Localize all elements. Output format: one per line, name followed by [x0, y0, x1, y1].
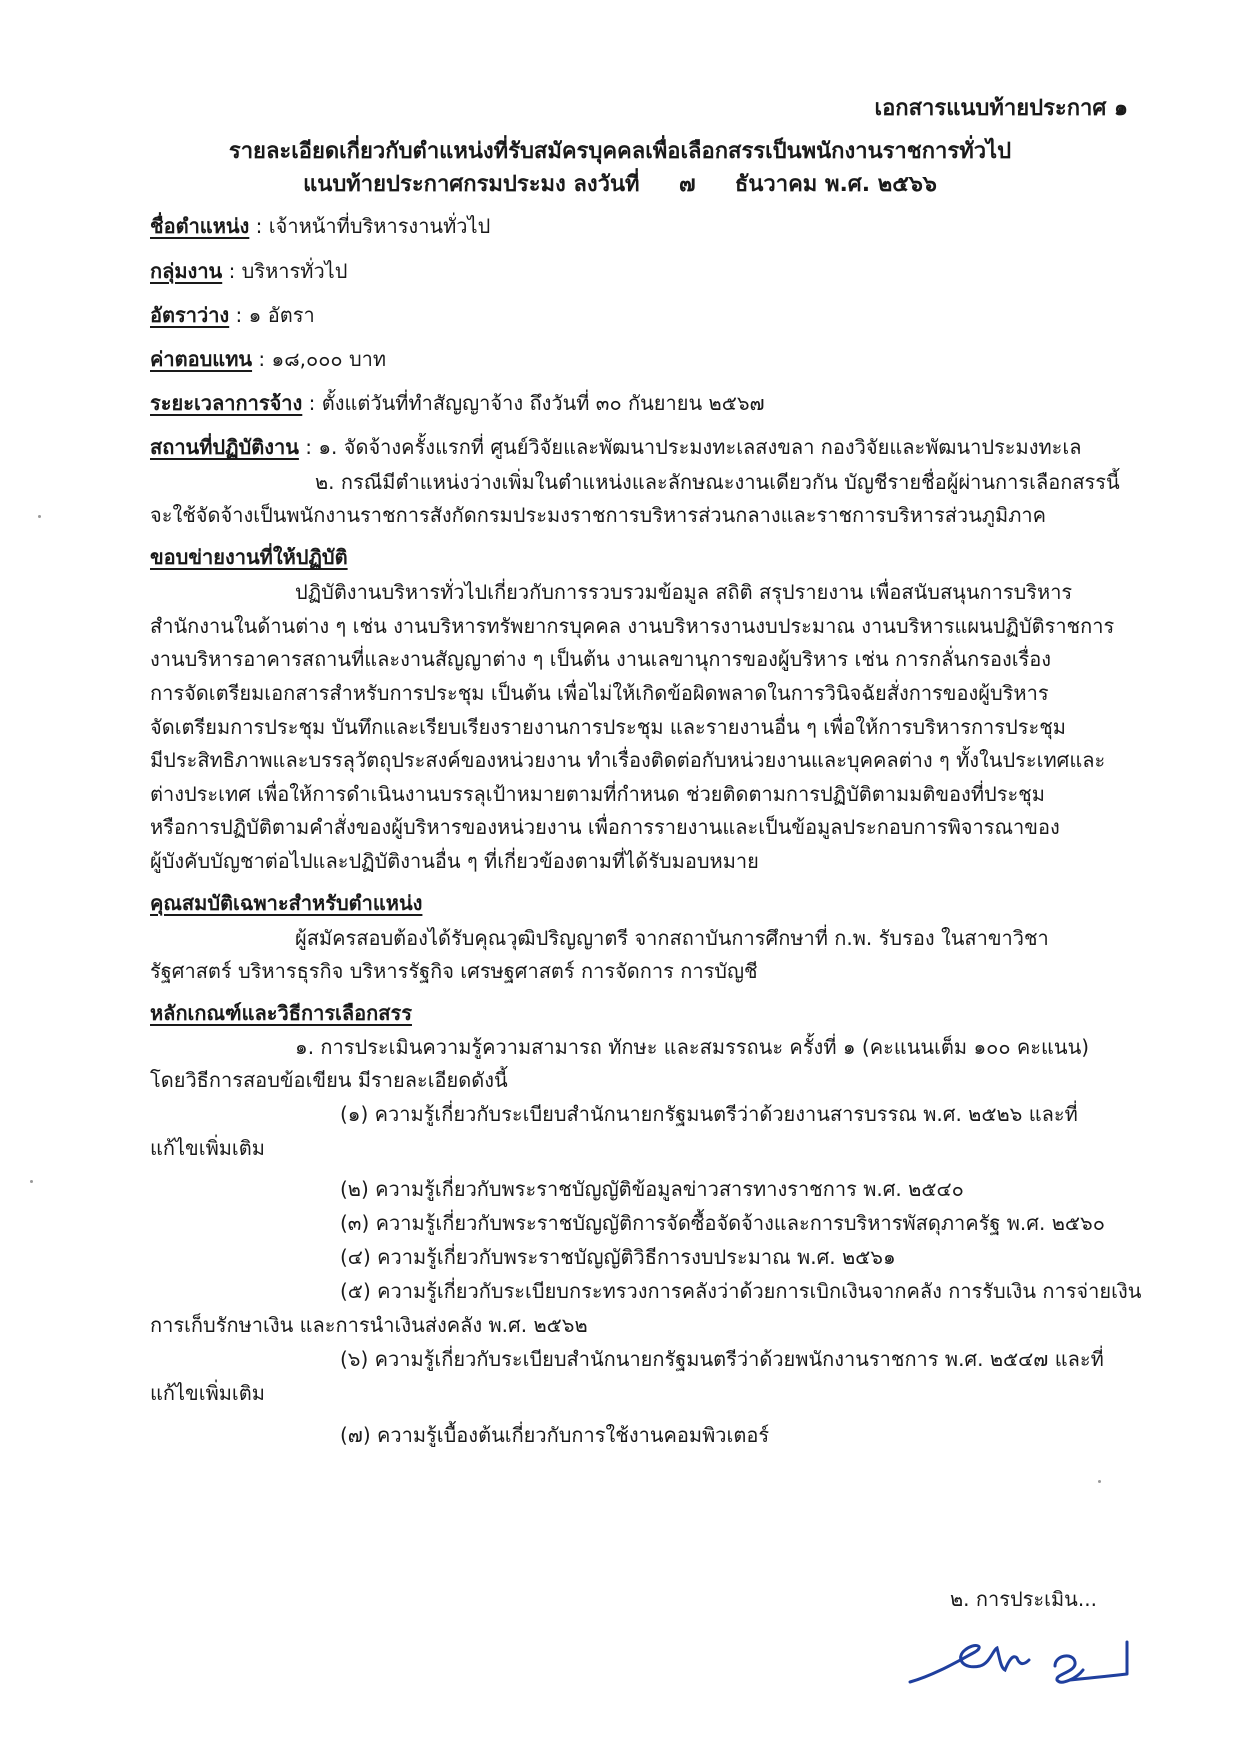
field-value: : ๑ อัตรา: [229, 303, 315, 327]
handwritten-day: ๗: [678, 172, 696, 197]
field-period: [150, 389, 765, 417]
field-label: ชื่อตำแหน่ง: [150, 214, 250, 238]
criteria-intro: โดยวิธีการสอบข้อเขียน มีรายละเอียดดังนี้: [150, 1068, 508, 1092]
criteria-item: แก้ไขเพิ่มเติม: [150, 1136, 265, 1160]
document-title: รายละเอียดเกี่ยวกับตำแหน่งที่รับสมัครบุคคลเพื่อเลือกสรรเป็นพนักงานราชการทั่วไป: [228, 139, 1012, 164]
field-workplace: [150, 433, 1082, 461]
criteria-item: แก้ไขเพิ่มเติม: [150, 1381, 265, 1405]
scope-line: ผู้บังคับบัญชาต่อไปและปฏิบัติงานอื่น ๆ ที่เกี่ยวข้องตามที่ได้รับมอบหมาย: [150, 849, 759, 873]
field-value: : ๑๘,๐๐๐ บาท: [252, 347, 387, 371]
document-subtitle: [0, 170, 1240, 200]
field-label: ระยะเวลาการจ้าง: [150, 391, 303, 415]
qualification-heading: คุณสมบัติเฉพาะสำหรับตำแหน่ง: [150, 891, 423, 915]
criteria-item: การเก็บรักษาเงิน และการนำเงินส่งคลัง พ.ศ. ๒๕๖๒: [150, 1313, 588, 1337]
criteria-intro: ๑. การประเมินความรู้ความสามารถ ทักษะ และสมรรถนะ ครั้งที่ ๑ (คะแนนเต็ม ๑๐๐ คะแนน): [295, 1035, 1090, 1059]
workplace-line-2: ๒. กรณีมีตำแหน่งว่างเพิ่มในตำแหน่งและลักษณะงานเดียวกัน บัญชีรายชื่อผู้ผ่านการเลือกสรรนี้: [315, 470, 1120, 494]
scope-line: ต่างประเทศ เพื่อให้การดำเนินงานบรรลุเป้าหมายตามที่กำหนด ช่วยติดตามการปฏิบัติตามมติของที่ประชุม: [150, 782, 1045, 806]
criteria-heading: หลักเกณฑ์และวิธีการเลือกสรร: [150, 1001, 412, 1025]
field-value: : บริหารทั่วไป: [222, 259, 348, 283]
continuation-note: ๒. การประเมิน...: [950, 1587, 1097, 1611]
criteria-item: (๗) ความรู้เบื้องต้นเกี่ยวกับการใช้งานคอมพิวเตอร์: [340, 1423, 770, 1447]
scope-line: หรือการปฏิบัติตามคำสั่งของผู้บริหารของหน่วยงาน เพื่อการรายงานและเป็นข้อมูลประกอบการพิจารณาของ: [150, 815, 1060, 839]
criteria-item: (๑) ความรู้เกี่ยวกับระเบียบสำนักนายกรัฐมนตรีว่าด้วยงานสารบรรณ พ.ศ. ๒๕๒๖ และที่: [340, 1102, 1078, 1126]
field-value: : ตั้งแต่วันที่ทำสัญญาจ้าง ถึงวันที่ ๓๐ กันยายน ๒๕๖๗: [302, 391, 765, 415]
scan-speck: [1098, 1480, 1101, 1483]
signature-icon: [905, 1630, 1135, 1695]
scope-line: สำนักงานในด้านต่าง ๆ เช่น งานบริหารทรัพยากรบุคคล งานบริหารงานงบประมาณ งานบริหารแผนปฏิบัติราชการ: [150, 614, 1115, 638]
field-group: [150, 257, 347, 285]
field-label: อัตราว่าง: [150, 303, 230, 327]
workplace-line-3: จะใช้จัดจ้างเป็นพนักงานราชการสังกัดกรมประมงราชการบริหารส่วนกลางและราชการบริหารส่วนภูมิภาค: [150, 503, 1046, 527]
qualification-line: ผู้สมัครสอบต้องได้รับคุณวุฒิปริญญาตรี จากสถาบันการศึกษาที่ ก.พ. รับรอง ในสาขาวิชา: [295, 926, 1049, 950]
scope-line: จัดเตรียมการประชุม บันทึกและเรียบเรียงรายงานการประชุม และรายงานอื่น ๆ เพื่อให้การบริหารการประชุม: [150, 715, 1066, 739]
scope-line: มีประสิทธิภาพและบรรลุวัตถุประสงค์ของหน่วยงาน ทำเรื่องติดต่อกับหน่วยงานและบุคคลต่าง ๆ ทั้งในประเทศและ: [150, 748, 1106, 772]
scope-line: ปฏิบัติงานบริหารทั่วไปเกี่ยวกับการรวบรวมข้อมูล สถิติ สรุปรายงาน เพื่อสนับสนุนการบริหาร: [295, 580, 1073, 604]
scope-line: การจัดเตรียมเอกสารสำหรับการประชุม เป็นต้น เพื่อไม่ให้เกิดข้อผิดพลาดในการวินิจฉัยสั่งการของผู้บริหาร: [150, 681, 1049, 705]
field-label: สถานที่ปฏิบัติงาน: [150, 435, 299, 459]
scope-heading: ขอบข่ายงานที่ให้ปฏิบัติ: [150, 545, 348, 569]
field-salary: [150, 345, 386, 373]
criteria-item: (๕) ความรู้เกี่ยวกับระเบียบกระทรวงการคลังว่าด้วยการเบิกเงินจากคลัง การรับเงิน การจ่ายเงิน: [340, 1279, 1142, 1303]
subtitle-suffix: ธันวาคม พ.ศ. ๒๕๖๖: [734, 172, 937, 197]
field-value: : เจ้าหน้าที่บริหารงานทั่วไป: [249, 214, 491, 238]
field-label: กลุ่มงาน: [150, 259, 223, 283]
scan-speck: [30, 1180, 33, 1183]
scope-line: งานบริหารอาคารสถานที่และงานสัญญาต่าง ๆ เป็นต้น งานเลขานุการของผู้บริหาร เช่น การกลั่นกรองเรื่อง: [150, 647, 1052, 671]
field-position: [150, 212, 490, 240]
field-vacancy: [150, 301, 315, 329]
criteria-item: (๖) ความรู้เกี่ยวกับระเบียบสำนักนายกรัฐมนตรีว่าด้วยพนักงานราชการ พ.ศ. ๒๕๔๗ และที่: [340, 1347, 1104, 1371]
attachment-label: เอกสารแนบท้ายประกาศ ๑: [874, 96, 1128, 121]
scan-speck: [38, 515, 41, 518]
subtitle-prefix: แนบท้ายประกาศกรมประมง ลงวันที่: [303, 172, 640, 197]
criteria-item: (๓) ความรู้เกี่ยวกับพระราชบัญญัติการจัดซื้อจัดจ้างและการบริหารพัสดุภาครัฐ พ.ศ. ๒๕๖๐: [340, 1211, 1105, 1235]
field-value: : ๑. จัดจ้างครั้งแรกที่ ศูนย์วิจัยและพัฒนาประมงทะเลสงขลา กองวิจัยและพัฒนาประมงทะเล: [298, 435, 1082, 459]
criteria-item: (๒) ความรู้เกี่ยวกับพระราชบัญญัติข้อมูลข่าวสารทางราชการ พ.ศ. ๒๕๔๐: [340, 1177, 964, 1201]
qualification-line: รัฐศาสตร์ บริหารธุรกิจ บริหารรัฐกิจ เศรษฐศาสตร์ การจัดการ การบัญชี: [150, 959, 758, 983]
field-label: ค่าตอบแทน: [150, 347, 253, 371]
criteria-item: (๔) ความรู้เกี่ยวกับพระราชบัญญัติวิธีการงบประมาณ พ.ศ. ๒๕๖๑: [340, 1245, 896, 1269]
